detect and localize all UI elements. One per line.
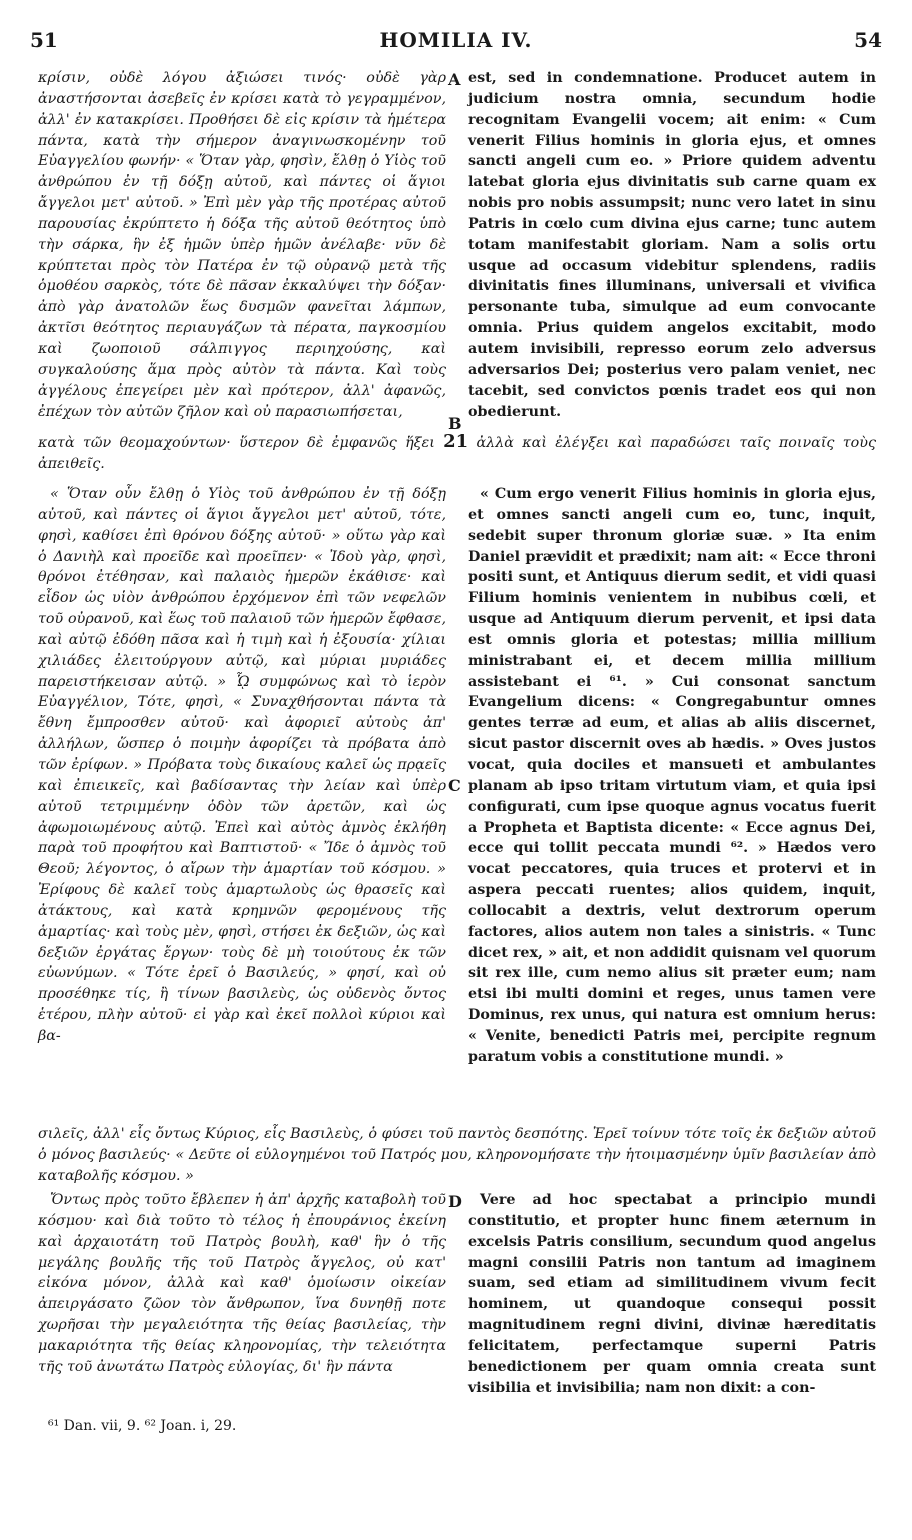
- page-number-left: 51: [30, 28, 58, 52]
- latin-column-3: [468, 1190, 876, 1400]
- greek-paragraph-3: Ὄντως πρὸς τοῦτο ἔβλεπεν ἡ ἀπ' ἀρχῆς καταβολὴ τοῦ κόσμου· καὶ διὰ τοῦτο τὸ τέλος ἡ ἐπουράνιος ἐκείνη καὶ ἀρχαιοτάτη τοῦ Πατρὸς βουλὴ, καθ' ἣν ὁ τῆς μεγάλης βουλῆς τῆς τοῦ Πατρὸς ἄγγελος, οὐ κατ' εἰκόνα μόνον, ἀλλὰ καὶ καθ' ὁμοίωσιν οἰκείαν ἀπειργάσατο ζῶον τὸν ἄνθρωπον, ἵνα δυνηθῇ ποτε χωρῆσαι τὴν μεγαλειότητα τῆς θείας βασιλείας, τὴν μακαριότητα τῆς θείας κληρονομίας, τὴν τελειότητα τῆς τοῦ ἀνωτάτω Πατρὸς εὐλογίας, δι' ἣν πάντα: [38, 1192, 446, 1375]
- margin-marker-a: A: [448, 70, 461, 89]
- greek-column-3: [38, 1190, 446, 1400]
- margin-marker-d: D: [448, 1192, 462, 1211]
- page-title: HOMILIA IV.: [379, 28, 533, 52]
- greek-fullwidth-2-text: σιλεῖς, ἀλλ' εἷς ὄντως Κύριος, εἷς Βασιλεὺς, ὁ φύσει τοῦ παντὸς δεσπότης. Ἐρεῖ τοίνυν τότε τοῖς ἐκ δεξιῶν αὐτοῦ ὁ μόνος βασιλεύς· « Δεῦτε οἱ εὐλογημένοι τοῦ Πατρός μου, κληρονομήσατε τὴν ἡτοιμασμένην ὑμῖν βασιλείαν ἀπὸ καταβολῆς κόσμου. »: [38, 1126, 876, 1184]
- page-number-right: 54: [854, 28, 882, 52]
- section-marker-21: 21: [443, 431, 469, 452]
- page-header: [30, 28, 882, 58]
- latin-paragraph-2: « Cum ergo venerit Filius hominis in gloria ejus, et omnes sancti angeli cum eo, tunc, inquit, sedebit super thronum gloriæ suæ. » Ita enim Daniel prævidit et prædixit; nam ait: « Ecce throni positi sunt, et Antiquus dierum sedit, et vidi quasi Filium hominis venientem in nubibus cœli, et usque ad Antiquum dierum pervenit, et ipsi data est omnis gloria et potestas; millia millium ministrabant ei, et decem millia millium assistebant ei ⁶¹. » Cui consonat sanctum Evangelium dicens: « Congregabuntur omnes gentes terræ ad eum, et alias ab aliis discernet, sicut pastor discernit oves ab hædis. » Oves justos vocat, quia dociles et mansueti et ambulantes planam ab ipso tritam virtutum viam, et quia ipsi configurati, cum ipse quoque agnus vocatus fuerit a Propheta et Baptista dicente: « Ecce agnus Dei, ecce qui tollit peccata mundi ⁶². » Hædos vero vocat peccatores, quia truces et protervi et in aspera peccati ruentes; alios quidem, inquit, collocabit a dextris, velut dextrorum operum factores, alios autem non tales a sinistris. « Tunc dicet rex, » ait, et non addidit quisnam vel quorum sit rex ille, cum nemo alius sit præter eum; nam etsi ibi multi domini et reges, unus tamen vere Dominus, rex unus, qui natura est omnium herus: « Venite, benedicti Patris mei, percipite regnum paratum vobis a constitutione mundi. »: [468, 486, 876, 1065]
- latin-paragraph-3: Vere ad hoc spectabat a principio mundi constitutio, et propter hunc finem æternum in excelsis Patris consilium, secundum quod angelus magni consilii Patris non tantum ad imaginem suam, sed etiam ad similitudinem vivum fecit hominem, ut quandoque consequi possit magnitudinem regni divini, divinæ hæreditatis felicitatem, perfectamque superni Patris benedictionem per quam omnia creata sunt visibilia et invisibilia; nam non dixit: a con-: [468, 1192, 876, 1396]
- greek-fullwidth-1-pre: κατὰ τῶν θεομαχούντων· ὕστερον δὲ ἐμφανῶς ἥξει: [38, 435, 435, 451]
- greek-fullwidth-1: [38, 432, 876, 476]
- greek-paragraph-1: κρίσιν, οὐδὲ λόγου ἀξιώσει τινός· οὐδὲ γὰρ ἀναστήσονται ἀσεβεῖς ἐν κρίσει κατὰ τὸ γεγραμμένον, ἀλλ' ἐν κατακρίσει. Προθήσει δὲ εἰς κρίσιν τὰ ἡμέτερα πάντα, κατὰ τὴν σήμερον ἀναγινωσκομένην τοῦ Εὐαγγελίου φωνήν· « Ὅταν γὰρ, φησὶν, ἔλθῃ ὁ Υἱὸς τοῦ ἀνθρώπου ἐν τῇ δόξῃ αὐτοῦ, καὶ πάντες οἱ ἅγιοι ἄγγελοι μετ' αὐτοῦ. » Ἐπὶ μὲν γὰρ τῆς προτέρας αὐτοῦ παρουσίας ἐκρύπτετο ἡ δόξα τῆς αὐτοῦ θεότητος ὑπὸ τὴν σάρκα, ἣν ἐξ ἡμῶν ὑπὲρ ἡμῶν ἀνέλαβε· νῦν δὲ κρύπτεται πρὸς τὸν Πατέρα ἐν τῷ οὐρανῷ μετὰ τῆς ὁμοθέου σαρκὸς, τότε δὲ πᾶσαν ἐκκαλύψει τὴν δόξαν· ἀπὸ γὰρ ἀνατολῶν ἕως δυσμῶν φανεῖται λάμπων, ἀκτῖσι θεότητος περιαυγάζων τὰ πέρατα, παγκοσμίου καὶ ζωοποιοῦ σάλπιγγος περιηχούσης, καὶ συγκαλούσης ἅμα πρὸς αὐτὸν τὰ πάντα. Καὶ τοὺς ἀγγέλους ἐπεγείρει μὲν καὶ πρότερον, ἀλλ' ἀφανῶς, ἐπέχων τὸν αὐτῶν ζῆλον καὶ οὐ παρασιωπήσεται,: [38, 70, 446, 420]
- margin-marker-b: B: [448, 414, 462, 433]
- margin-marker-c: C: [448, 776, 461, 795]
- latin-paragraph-1: est, sed in condemnatione. Producet autem in judicium nostra omnia, secundum hodie recognitam Evangelii vocem; ait enim: « Cum venerit Filius hominis in gloria ejus, et omnes sancti angeli cum eo. » Priore quidem adventu latebat gloria ejus divinitatis sub carne quam ex nobis pro nobis assumpsit; nunc vero latet in sinu Patris in cœlo cum divina ejus carne; tunc autem totam manifestabit gloriam. Nam a solis ortu usque ad occasum videbitur splendens, radiis divinitatis fines illuminans, universali et vivifica personante tuba, simulque ad eum convocante omnia. Prius quidem angelos excitabit, modo autem invisibili, represso eorum zelo adversus adversarios Dei; posterius vero palam veniet, nec tacebit, sed convictos pœnis tradet eos qui non obedierunt.: [468, 70, 876, 420]
- greek-column-2: [38, 484, 446, 1044]
- latin-column-2: [468, 484, 876, 1065]
- greek-fullwidth-2: [38, 1124, 876, 1188]
- greek-paragraph-2: « Ὅταν οὖν ἔλθῃ ὁ Υἱὸς τοῦ ἀνθρώπου ἐν τῇ δόξῃ αὐτοῦ, καὶ πάντες οἱ ἅγιοι ἄγγελοι μετ' αὐτοῦ, τότε, φησὶ, καθίσει ἐπὶ θρόνου δόξης αὐτοῦ· » οὕτω γὰρ καὶ ὁ Δανιὴλ καὶ προεῖδε καὶ προεῖπεν· « Ἰδοὺ γὰρ, φησὶ, θρόνοι ἐτέθησαν, καὶ παλαιὸς ἡμερῶν ἐκάθισε· καὶ εἶδον ὡς υἱὸν ἀνθρώπου ἐρχόμενον ἐπὶ τῶν νεφελῶν τοῦ οὐρανοῦ, καὶ ἕως τοῦ παλαιοῦ τῶν ἡμερῶν ἔφθασε, καὶ αὐτῷ ἐδόθη πᾶσα καὶ ἡ τιμὴ καὶ ἡ ἐξουσία· χίλιαι χιλιάδες ἐλειτούργουν αὐτῷ, καὶ μύριαι μυριάδες παρειστήκεισαν αὐτῷ. » ᾯ συμφώνως καὶ τὸ ἱερὸν Εὐαγγέλιον, Τότε, φησὶ, « Συναχθήσονται πάντα τὰ ἔθνη ἔμπροσθεν αὐτοῦ· καὶ ἀφοριεῖ αὐτοὺς ἀπ' ἀλλήλων, ὥσπερ ὁ ποιμὴν ἀφορίζει τὰ πρόβατα ἀπὸ τῶν ἐρίφων. » Πρόβατα τοὺς δικαίους καλεῖ ὡς πρᾳεῖς καὶ ἐπιεικεῖς, καὶ βαδίσαντας τὴν λείαν καὶ ὑπὲρ αὐτοῦ τετριμμένην ὁδὸν τῶν ἀρετῶν, καὶ ὡς ἀφωμοιωμένους αὐτῷ. Ἐπεὶ καὶ αὐτὸς ἀμνὸς ἐκλήθη παρὰ τοῦ προφήτου καὶ Βαπτιστοῦ· « Ἴδε ὁ ἀμνὸς τοῦ Θεοῦ; λέγοντος, ὁ αἴρων τὴν ἁμαρτίαν τοῦ κόσμου. » Ἐρίφους δὲ καλεῖ τοὺς ἁμαρτωλοὺς ὡς θρασεῖς καὶ ἀτάκτους, καὶ κατὰ κρημνῶν φερομένους τῆς ἁμαρτίας· καὶ τοὺς μὲν, φησὶ, στήσει ἐκ δεξιῶν, ὡς καὶ δεξιῶν ἐργάτας ἔργων· τοὺς δὲ μὴ τοιούτους ἐκ τῶν εὐωνύμων. « Τότε ἐρεῖ ὁ Βασιλεύς, » φησί, καὶ οὐ προσέθηκε τίς, ἢ τίνων βασιλεὺς, ὡς οὐδενὸς ὄντος ἑτέρου, πλὴν αὐτοῦ· εἰ γὰρ καὶ ἐκεῖ πολλοὶ κύριοι καὶ βα-: [38, 486, 446, 1044]
- footnotes: ⁶¹ Dan. vii, 9. ⁶² Joan. i, 29.: [48, 1418, 237, 1434]
- greek-column-1: [38, 68, 446, 434]
- latin-column-1: [468, 68, 876, 434]
- greek-fullwidth-1-post: ἀλλὰ καὶ ἐλέγξει καὶ παραδώσει ταῖς ποιναῖς τοὺς ἀπειθεῖς.: [38, 435, 876, 472]
